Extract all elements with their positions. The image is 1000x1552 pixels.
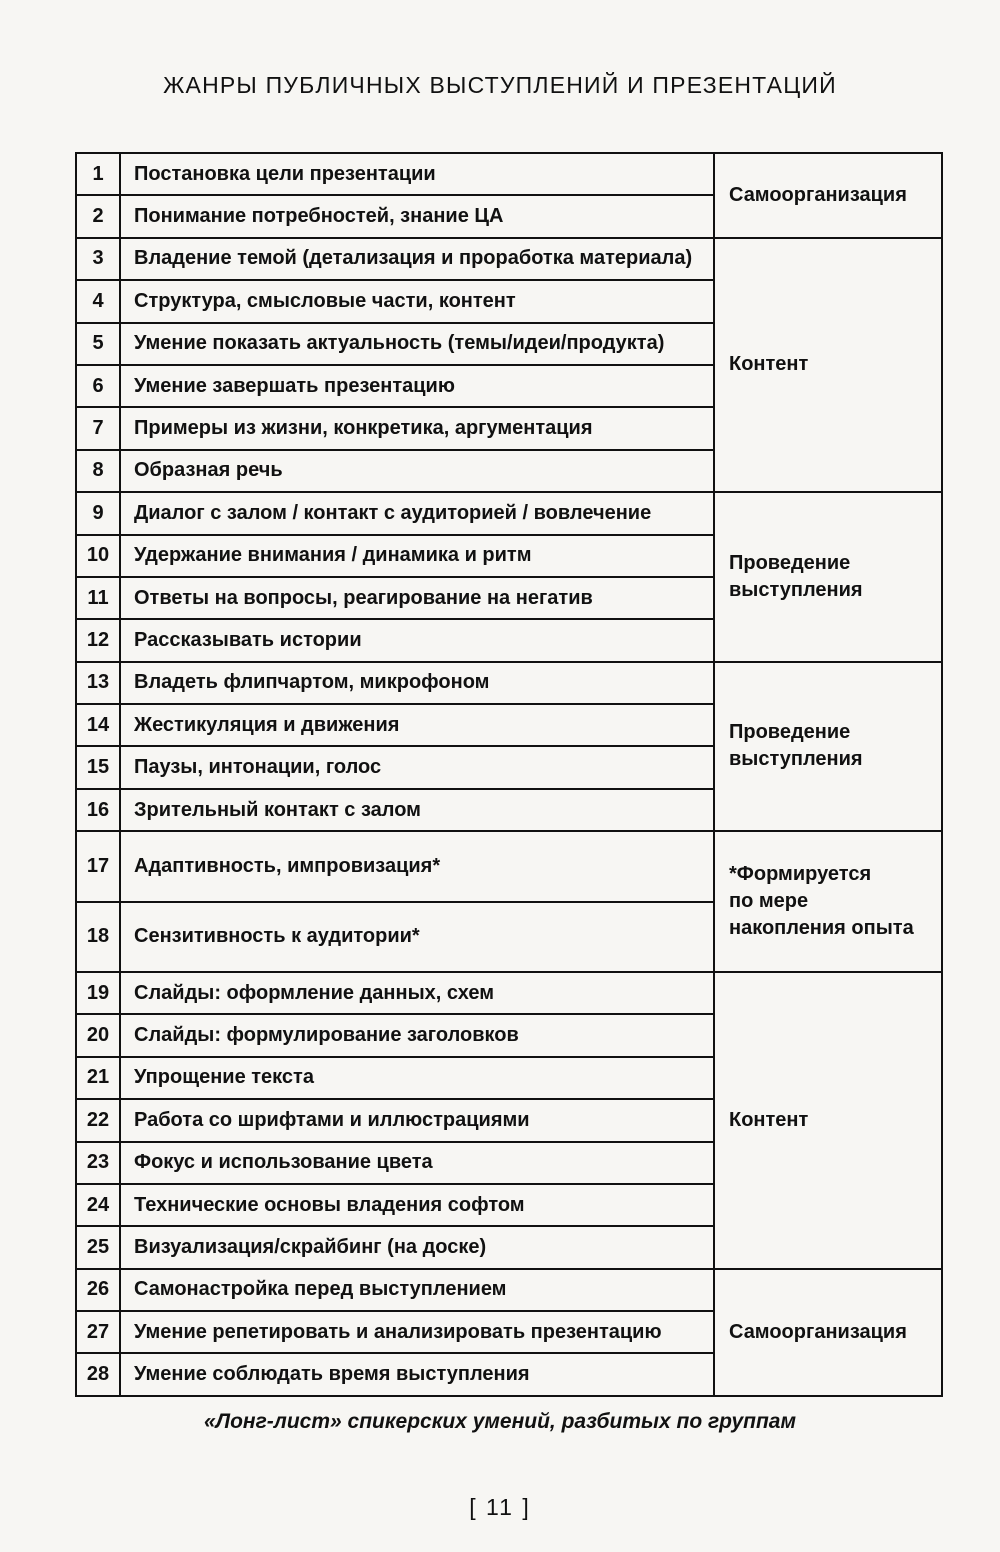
skill-name: Диалог с залом / контакт с аудиторией / вовлечение bbox=[120, 492, 714, 534]
table-row bbox=[76, 238, 942, 280]
skill-group-label: *Формируется bbox=[729, 863, 872, 886]
page-header: ЖАНРЫ ПУБЛИЧНЫХ ВЫСТУПЛЕНИЙ И ПРЕЗЕНТАЦИЙ bbox=[163, 72, 837, 98]
skill-number: 23 bbox=[76, 1142, 120, 1184]
skill-group-label: накопления опыта bbox=[729, 917, 914, 940]
skill-name: Жестикуляция и движения bbox=[120, 704, 714, 746]
skill-number: 26 bbox=[76, 1269, 120, 1311]
skill-name: Образная речь bbox=[120, 450, 714, 492]
skill-number: 6 bbox=[76, 365, 120, 407]
skill-name: Зрительный контакт с залом bbox=[120, 789, 714, 831]
skill-group-label: выступления bbox=[729, 748, 863, 771]
skill-number: 19 bbox=[76, 972, 120, 1014]
skill-number: 9 bbox=[76, 492, 120, 534]
skill-name: Умение репетировать и анализировать презентацию bbox=[120, 1311, 714, 1353]
skill-number: 4 bbox=[76, 280, 120, 322]
skill-name: Умение соблюдать время выступления bbox=[120, 1353, 714, 1396]
skill-number: 28 bbox=[76, 1353, 120, 1396]
skill-number: 22 bbox=[76, 1099, 120, 1141]
page-number: [ 11 ] bbox=[469, 1494, 531, 1520]
skill-number: 1 bbox=[76, 153, 120, 195]
skill-number: 11 bbox=[76, 577, 120, 619]
skill-name: Самонастройка перед выступлением bbox=[120, 1269, 714, 1311]
skills-table bbox=[75, 152, 943, 1397]
skill-name: Слайды: оформление данных, схем bbox=[120, 972, 714, 1014]
skill-name: Фокус и использование цвета bbox=[120, 1142, 714, 1184]
table-row bbox=[76, 1269, 942, 1311]
skill-group-label: Контент bbox=[729, 1108, 809, 1131]
skill-number: 12 bbox=[76, 619, 120, 661]
skill-group bbox=[714, 153, 942, 238]
skill-name: Постановка цели презентации bbox=[120, 153, 714, 195]
skill-number: 3 bbox=[76, 238, 120, 280]
skill-number: 16 bbox=[76, 789, 120, 831]
skill-group-label: Контент bbox=[729, 353, 809, 376]
skill-name: Умение показать актуальность (темы/идеи/продукта) bbox=[120, 323, 714, 365]
skill-group-label: Проведение bbox=[729, 551, 851, 574]
table-caption: «Лонг-лист» спикерских умений, разбитых по группам bbox=[203, 1410, 797, 1433]
skill-group-label: Самоорганизация bbox=[729, 1320, 907, 1343]
skill-group bbox=[714, 492, 942, 662]
skill-group bbox=[714, 238, 942, 492]
skill-name: Паузы, интонации, голос bbox=[120, 746, 714, 788]
table-row bbox=[76, 831, 942, 901]
skill-group bbox=[714, 1269, 942, 1396]
skill-name: Рассказывать истории bbox=[120, 619, 714, 661]
table-row bbox=[76, 492, 942, 534]
table-row bbox=[76, 153, 942, 195]
table-row bbox=[76, 662, 942, 704]
skill-name: Сензитивность к аудитории* bbox=[120, 902, 714, 972]
skill-name: Визуализация/скрайбинг (на доске) bbox=[120, 1226, 714, 1268]
skill-group bbox=[714, 831, 942, 972]
skill-number: 27 bbox=[76, 1311, 120, 1353]
skill-number: 8 bbox=[76, 450, 120, 492]
skill-number: 18 bbox=[76, 902, 120, 972]
skill-number: 14 bbox=[76, 704, 120, 746]
skill-number: 5 bbox=[76, 323, 120, 365]
skill-group bbox=[714, 662, 942, 832]
skill-number: 24 bbox=[76, 1184, 120, 1226]
skill-name: Ответы на вопросы, реагирование на негатив bbox=[120, 577, 714, 619]
skill-group-label: по мере bbox=[729, 890, 809, 913]
skill-number: 7 bbox=[76, 407, 120, 449]
skill-name: Упрощение текста bbox=[120, 1057, 714, 1099]
skill-name: Адаптивность, импровизация* bbox=[120, 831, 714, 901]
skill-name: Слайды: формулирование заголовков bbox=[120, 1014, 714, 1056]
skill-number: 13 bbox=[76, 662, 120, 704]
skill-number: 17 bbox=[76, 831, 120, 901]
table-row bbox=[76, 972, 942, 1014]
skill-number: 25 bbox=[76, 1226, 120, 1268]
skill-name: Удержание внимания / динамика и ритм bbox=[120, 535, 714, 577]
skill-name: Владеть флипчартом, микрофоном bbox=[120, 662, 714, 704]
skill-number: 21 bbox=[76, 1057, 120, 1099]
skill-name: Структура, смысловые части, контент bbox=[120, 280, 714, 322]
skill-name: Владение темой (детализация и проработка материала) bbox=[120, 238, 714, 280]
skill-group-label: Проведение bbox=[729, 721, 851, 744]
skill-name: Работа со шрифтами и иллюстрациями bbox=[120, 1099, 714, 1141]
skill-name: Умение завершать презентацию bbox=[120, 365, 714, 407]
skill-group bbox=[714, 972, 942, 1269]
skill-group-label: Самоорганизация bbox=[729, 183, 907, 206]
skill-number: 2 bbox=[76, 195, 120, 237]
skill-group-label: выступления bbox=[729, 578, 863, 601]
skill-name: Примеры из жизни, конкретика, аргументация bbox=[120, 407, 714, 449]
skill-number: 10 bbox=[76, 535, 120, 577]
skill-name: Понимание потребностей, знание ЦА bbox=[120, 195, 714, 237]
skill-number: 15 bbox=[76, 746, 120, 788]
skill-name: Технические основы владения софтом bbox=[120, 1184, 714, 1226]
skill-number: 20 bbox=[76, 1014, 120, 1056]
